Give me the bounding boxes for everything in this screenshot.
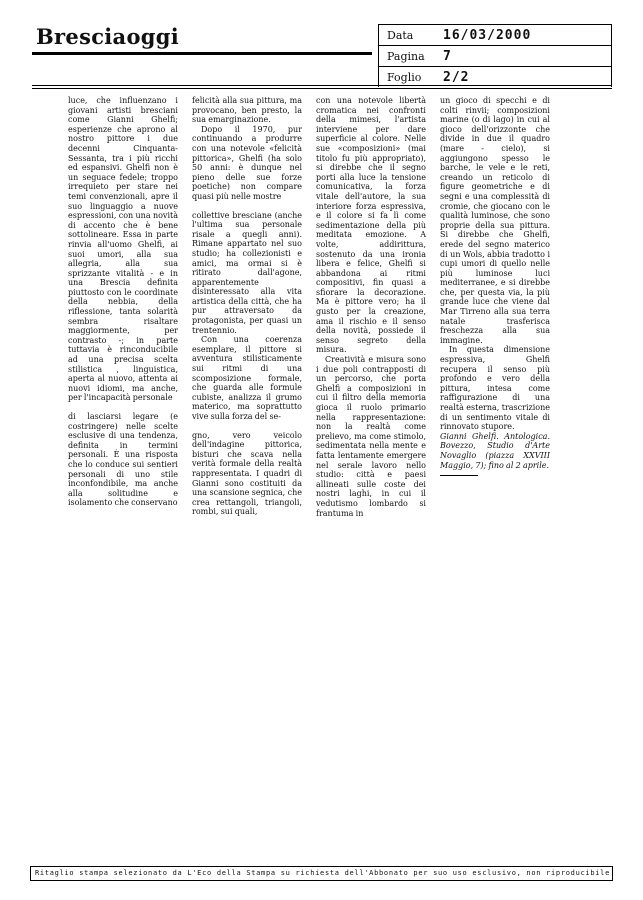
info-row-page	[379, 46, 611, 67]
info-value-date: 16/03/2000	[443, 27, 532, 43]
paragraph: di lasciarsi legare (e costringere) nelle scelte esclusive di una tendenza, definita in termini personali. È una risposta che lo conduce sui sentieri personali di uno stile inconfondibile, ma anche alla solitudine e isolamento che conservano	[68, 412, 178, 508]
info-label-date: Data	[387, 28, 414, 42]
paragraph: In questa dimensione espressiva, Ghelfi recupera il senso più profondo e vero della pittura, intesa come raffigurazione di una realtà esterna, trascrizione di un sentimento vitale di rinnovato stupore.	[440, 345, 550, 432]
paragraph: Creatività e misura sono i due poli contrapposti di un percorso, che porta Ghelfi a composizioni in cui il filtro della memoria gioca il ruolo primario nella rappresentazione: non la realtà come prelievo, ma come stimolo, sedimentata nella mente e fatta lentamente emergere nel serale lavoro nello studio: città e paesi allineati sulle coste dei nostri laghi, in cui il vedutismo lombardo si frantuma in	[316, 355, 426, 518]
paragraph: felicità alla sua pittura, ma provocano, ben presto, la sua emarginazione.	[192, 96, 302, 125]
info-label-sheet: Foglio	[387, 70, 422, 84]
article-column-3	[316, 96, 426, 518]
header-divider	[32, 85, 612, 89]
newspaper-masthead: Bresciaoggi	[36, 24, 180, 49]
clipping-info-box	[378, 24, 612, 87]
paragraph: con una notevole libertà cromatica nei confronti della mimesi, l'artista interviene per dare superficie al colore. Nelle sue «composizioni» (mai titolo fu più appropriato), si direbbe che il segno porti alla luce la tensione comunicativa, la forza vitale dell'autore, la sua interiore forza espressiva, e il colore si fa lì come sedimentazione della più meditata emozione. A volte, addirittura, sostenuto da una ironia libera e felice, Ghelfi si abbandona ai ritmi compositivi, fin quasi a sfiorare la decorazione. Ma è pittore vero; ha il gusto per la creazione, ama il rischio e il senso della novità, possiede il senso segreto della misura.	[316, 96, 426, 355]
footer-disclaimer	[30, 866, 613, 881]
article-column-4	[440, 96, 550, 518]
article-body	[68, 96, 550, 518]
credit-rule	[440, 475, 478, 476]
info-row-sheet	[379, 67, 611, 87]
paragraph: gno, vero veicolo dell'indagine pittorica, bisturi che scava nella verità formale della realtà rappresentata. I quadri di Gianni sono costituiti da una scansione segnica, che crea rettangoli, triangoli, rombi, sui quali,	[192, 430, 302, 517]
info-label-page: Pagina	[387, 49, 425, 63]
footer-text: Ritaglio stampa selezionato da L'Eco della Stampa su richiesta dell'Abbonato per suo uso esclusivo, non riproducibile	[35, 869, 610, 877]
info-row-date	[379, 25, 611, 46]
exhibition-credit: Gianni Ghelfi. Antologica. Bovezzo, Studio d'Arte Novaglio (piazza XXVIII Maggio, 7); fino al 2 aprile.	[440, 431, 550, 470]
article-column-2	[192, 96, 302, 518]
paragraph: un gioco di specchi e di colti rinvii; composizioni marine (o di lago) in cui al gioco dell'orizzonte che divide in due il quadro (mare - cielo), si aggiungono spesso le barche, le vele e le reti, creando un reticolo di figure geometriche e di segni e una complessità di cromie, che giocano con le qualità luminose, che sono proprie della sua pittura. Si direbbe che Ghelfi, erede del segno materico di un Wols, abbia tradotto i cupi umori di quello nelle più luminose luci mediterranee, e si direbbe che, per questa via, la più grande luce che viene dal Mar Tirreno alla sua terra natale trasferisca freschezza alla sua immagine.	[440, 96, 550, 345]
paragraph: luce, che influenzano i giovani artisti bresciani come Gianni Ghelfi; esperienze che aprono al nostro pittore i due decenni Cinquanta-Sessanta, tra i più ricchi ed espansivi. Ghelfi non è un seguace fedele; troppo irrequieto per stare nei temi convenzionali, apre il suo linguaggio a nuove espressioni, con una novità di accento che è bene sottolineare. Essa in parte rinvia all'uomo Ghelfi, ai suoi umori, alla sua allegria, alla sua sprizzante vitalità - e in una Brescia definita piuttosto con le coordinate della nebbia, della riflessione, tanta solarità sembra risaltare maggiormente, per contrasto -; in parte tuttavia è rinconducibile ad una precisa scelta stilistica , linguistica, aperta al nuovo, attenta ai nuovi idiomi, ma anche, per l'incapacità personale	[68, 96, 178, 403]
info-value-sheet: 2/2	[443, 69, 470, 85]
paragraph: Con una coerenza esemplare, il pittore si avventura stilisticamente sui ritmi di una scomposizione formale, che guarda alle formule cubiste, analizza il grumo materico, ma soprattutto vive sulla forza del se-	[192, 335, 302, 421]
paragraph: collettive bresciane (anche l'ultima sua personale risale a quegli anni). Rimane appartato nel suo studio; ha collezionisti e amici, ma ormai si è ritirato dall'agone, apparentemente disinteressato alla vita artistica della città, che ha pur attraversato da protagonista, per quasi un trentennio.	[192, 210, 302, 335]
paragraph: Dopo il 1970, pur continuando a produrre con una notevole «felicità pittorica», Ghelfi (ha solo 50 anni: è dunque nel pieno delle sue forze poetiche) non compare quasi più nelle mostre	[192, 124, 302, 201]
article-column-1	[68, 96, 178, 518]
masthead-rule	[32, 52, 372, 55]
info-value-page: 7	[443, 48, 452, 64]
